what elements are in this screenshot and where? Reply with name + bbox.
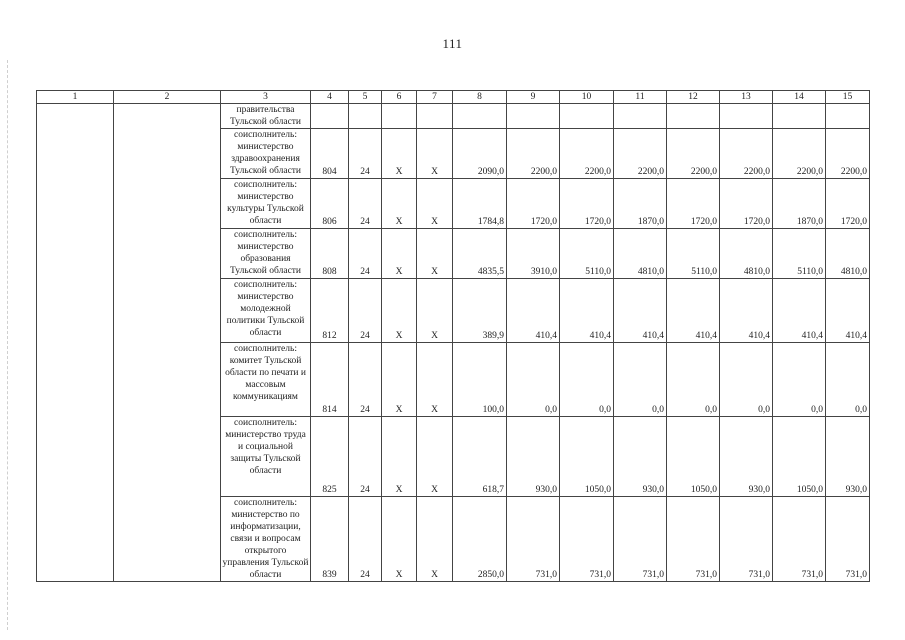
- table-cell: 812: [311, 279, 349, 343]
- table-cell: 410,4: [667, 279, 720, 343]
- table-cell: 24: [349, 179, 382, 229]
- table-cell: 2200,0: [507, 129, 560, 179]
- table-cell: 3910,0: [507, 229, 560, 279]
- merged-cell-col1: [37, 104, 114, 582]
- page-number: 111: [442, 36, 463, 51]
- row-label: соисполнитель: министерство молодежной политики Тульской области: [221, 279, 311, 343]
- table-cell: 930,0: [614, 417, 667, 497]
- col-header: 12: [667, 91, 720, 104]
- table-cell: Х: [417, 279, 453, 343]
- table-cell: Х: [417, 417, 453, 497]
- col-header: 2: [114, 91, 221, 104]
- table-cell: 2200,0: [614, 129, 667, 179]
- table-cell: 2200,0: [826, 129, 870, 179]
- table-cell: 731,0: [614, 497, 667, 582]
- table-cell: 839: [311, 497, 349, 582]
- col-header: 3: [221, 91, 311, 104]
- table-cell: Х: [417, 343, 453, 417]
- table-cell: 1050,0: [667, 417, 720, 497]
- col-header: 7: [417, 91, 453, 104]
- table-cell: 4810,0: [826, 229, 870, 279]
- table-cell: 1050,0: [773, 417, 826, 497]
- table-cell: Х: [382, 417, 417, 497]
- table-cell: 2200,0: [773, 129, 826, 179]
- table-cell: 731,0: [720, 497, 773, 582]
- table-cell: 618,7: [453, 417, 507, 497]
- table-cell: 1870,0: [773, 179, 826, 229]
- table-cell: 0,0: [720, 343, 773, 417]
- table-cell: 410,4: [773, 279, 826, 343]
- col-header: 1: [37, 91, 114, 104]
- table-cell: 24: [349, 129, 382, 179]
- table-cell: 1720,0: [507, 179, 560, 229]
- table-cell: Х: [382, 129, 417, 179]
- table-cell: 804: [311, 129, 349, 179]
- table-cell: 410,4: [614, 279, 667, 343]
- table-cell: 2200,0: [720, 129, 773, 179]
- table-cell: Х: [417, 179, 453, 229]
- table-cell: 0,0: [614, 343, 667, 417]
- col-header: 11: [614, 91, 667, 104]
- table-cell: 4810,0: [614, 229, 667, 279]
- table-cell: 731,0: [507, 497, 560, 582]
- table-cell: 930,0: [826, 417, 870, 497]
- merged-cell-col2: [114, 104, 221, 582]
- row-label: соисполнитель: министерство здравоохранения Тульской области: [221, 129, 311, 179]
- col-header: 4: [311, 91, 349, 104]
- row-label: соисполнитель: министерство труда и социальной защиты Тульской области: [221, 417, 311, 497]
- budget-table: [36, 90, 870, 582]
- table-cell: 930,0: [507, 417, 560, 497]
- col-header: 6: [382, 91, 417, 104]
- table-cell: 1720,0: [826, 179, 870, 229]
- row-label: правительства Тульской области: [221, 104, 311, 129]
- row-label: соисполнитель: министерство образования Тульской области: [221, 229, 311, 279]
- table-cell: 1784,8: [453, 179, 507, 229]
- table-cell: 825: [311, 417, 349, 497]
- row-label: соисполнитель: комитет Тульской области по печати и массовым коммуникациям: [221, 343, 311, 417]
- table-cell: 4835,5: [453, 229, 507, 279]
- col-header: 13: [720, 91, 773, 104]
- col-header: 9: [507, 91, 560, 104]
- table-cell: 731,0: [560, 497, 614, 582]
- table-cell: 930,0: [720, 417, 773, 497]
- table-cell: 0,0: [560, 343, 614, 417]
- table-row: [37, 104, 870, 129]
- table-cell: Х: [382, 343, 417, 417]
- table-cell: 24: [349, 343, 382, 417]
- table-cell: 24: [349, 497, 382, 582]
- table-cell: 5110,0: [560, 229, 614, 279]
- table-cell: 24: [349, 229, 382, 279]
- table-cell: 0,0: [667, 343, 720, 417]
- table-cell: 5110,0: [773, 229, 826, 279]
- table-cell: 410,4: [826, 279, 870, 343]
- col-header: 5: [349, 91, 382, 104]
- table-cell: 100,0: [453, 343, 507, 417]
- table-cell: 2850,0: [453, 497, 507, 582]
- table-cell: 0,0: [773, 343, 826, 417]
- table-cell: 731,0: [667, 497, 720, 582]
- table-cell: Х: [417, 497, 453, 582]
- table-cell: 0,0: [507, 343, 560, 417]
- table-cell: 2200,0: [667, 129, 720, 179]
- table-cell: Х: [382, 229, 417, 279]
- table-cell: 1720,0: [667, 179, 720, 229]
- table-cell: 389,9: [453, 279, 507, 343]
- row-label: соисполнитель: министерство культуры Тульской области: [221, 179, 311, 229]
- table-cell: 4810,0: [720, 229, 773, 279]
- table-cell: 24: [349, 417, 382, 497]
- col-header: 15: [826, 91, 870, 104]
- table-cell: Х: [382, 279, 417, 343]
- row-label: соисполнитель: министерство по информатизации, связи и вопросам открытого управления Тульской области: [221, 497, 311, 582]
- table-cell: 410,4: [507, 279, 560, 343]
- table-cell: Х: [417, 229, 453, 279]
- table-cell: Х: [417, 129, 453, 179]
- scan-edge-mark: [7, 60, 8, 630]
- table-cell: 2200,0: [560, 129, 614, 179]
- table-cell: 1720,0: [720, 179, 773, 229]
- table-cell: 814: [311, 343, 349, 417]
- table-cell: 5110,0: [667, 229, 720, 279]
- col-header: 10: [560, 91, 614, 104]
- table-cell: 410,4: [560, 279, 614, 343]
- table-cell: 806: [311, 179, 349, 229]
- table-cell: 2090,0: [453, 129, 507, 179]
- table-cell: Х: [382, 179, 417, 229]
- table-cell: 808: [311, 229, 349, 279]
- table-cell: 0,0: [826, 343, 870, 417]
- table-cell: 1720,0: [560, 179, 614, 229]
- col-header: 14: [773, 91, 826, 104]
- table-cell: 410,4: [720, 279, 773, 343]
- column-number-row: [37, 91, 870, 104]
- table-cell: Х: [382, 497, 417, 582]
- table-cell: 24: [349, 279, 382, 343]
- table-cell: 1050,0: [560, 417, 614, 497]
- table-cell: 731,0: [773, 497, 826, 582]
- table-cell: 731,0: [826, 497, 870, 582]
- col-header: 8: [453, 91, 507, 104]
- table-cell: 1870,0: [614, 179, 667, 229]
